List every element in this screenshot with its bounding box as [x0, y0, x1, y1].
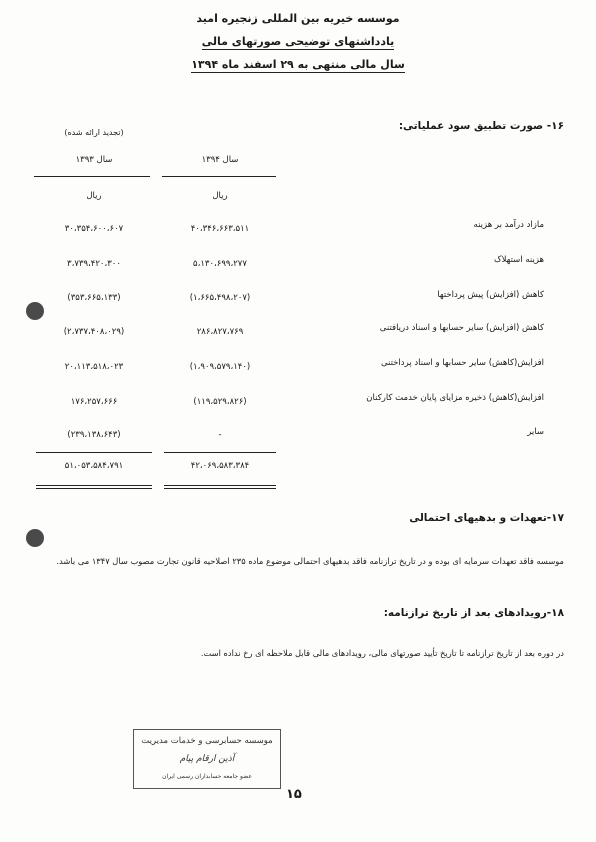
period-title [0, 58, 596, 73]
value-1394: (۱،۶۶۵،۴۹۸،۲۰۷) [189, 293, 251, 303]
value-1394: ۴۰،۳۴۶،۶۶۳،۵۱۱ [190, 224, 250, 234]
stamp-line-1: موسسه حسابرسی و خدمات مدیریت [141, 736, 273, 746]
period-title-text: سال مالی منتهی به ۲۹ اسفند ماه ۱۳۹۴ [191, 58, 405, 71]
value-1394: (۱۱۹،۵۲۹،۸۲۶) [193, 397, 247, 407]
row-label: افزایش(کاهش) سایر حسابها و اسناد پرداختنی [380, 358, 544, 368]
doc-title [0, 35, 596, 50]
col-header-1394: سال ۱۳۹۴ [201, 155, 239, 165]
note18-heading: ۱۸-رویدادهای بعد از تاریخ ترازنامه: [383, 607, 564, 619]
row-label: افزایش(کاهش) ذخیره مزایای پایان خدمت کارکنان [366, 393, 544, 403]
total-double-rule-1394 [164, 485, 276, 486]
value-1393: (۳۵۳،۶۶۵،۱۳۳) [67, 293, 121, 303]
note17-heading: ۱۷-تعهدات و بدهیهای احتمالی [409, 512, 564, 524]
org-name-text: موسسه خیریه بین المللی زنجیره امید [196, 12, 400, 25]
note17-text: موسسه فاقد تعهدات سرمایه ای بوده و در تاریخ ترازنامه فاقد بدهیهای احتمالی موضوع ماده ۲۳۵ اصلاحیه قانون تجارت مصوب سال ۱۳۴۷ می باشد. [56, 556, 564, 566]
value-1394: ۵،۱۳۰،۶۹۹،۲۷۷ [193, 259, 247, 269]
hole-punch-mark [26, 302, 44, 320]
subtotal-rule-1393 [36, 452, 152, 453]
total-1394: ۴۲،۰۶۹،۵۸۳،۳۸۴ [190, 461, 250, 471]
row-label: مازاد درآمد بر هزینه [473, 220, 544, 230]
total-double-rule-1393 [36, 488, 152, 489]
row-label: کاهش (افزایش) پیش پرداختها [437, 290, 544, 300]
value-1393: (۲۳۹،۱۳۸،۶۴۳) [67, 430, 121, 440]
total-1393: ۵۱،۰۵۳،۵۸۴،۷۹۱ [64, 461, 124, 471]
value-1394: ۲۸۶،۸۲۷،۷۶۹ [196, 327, 244, 337]
value-1393: (۲،۷۳۷،۴۰۸،۰۲۹) [63, 327, 125, 337]
unit-label-1394: ریال [212, 191, 228, 201]
stamp-line-2: آذین ارقام پیام [179, 754, 235, 764]
value-1394: (۱،۹۰۹،۵۷۹،۱۴۰) [189, 362, 251, 372]
auditor-stamp [133, 729, 281, 789]
value-1393: ۳۰،۳۵۴،۶۰۰،۶۰۷ [64, 224, 124, 234]
restated-label: (تجدید ارائه شده) [64, 128, 124, 137]
doc-title-text: یادداشتهای توضیحی صورتهای مالی [201, 35, 395, 48]
value-1393: ۳،۷۳۹،۴۲۰،۳۰۰ [67, 259, 121, 269]
col-header-rule-1394 [162, 176, 276, 177]
col-header-rule-1393 [34, 176, 150, 177]
stamp-line-3: عضو جامعه حسابداران رسمی ایران [162, 773, 252, 780]
note16-heading: ۱۶- صورت تطبیق سود عملیاتی: [398, 120, 564, 132]
note18-text: در دوره بعد از تاریخ ترازنامه تا تاریخ تأیید صورتهای مالی، رویدادهای مالی قابل ملاحظه ای رخ نداده است. [200, 648, 564, 658]
total-double-rule-1393 [36, 485, 152, 486]
value-1394: - [218, 430, 222, 440]
value-1393: ۱۷۶،۲۵۷،۶۶۶ [70, 397, 118, 407]
row-label: هزینه استهلاک [493, 255, 544, 265]
hole-punch-mark [26, 529, 44, 547]
page-number: ۱۵ [286, 787, 302, 802]
row-label: سایر [527, 427, 544, 437]
col-header-1393: سال ۱۳۹۳ [75, 155, 113, 165]
row-label: کاهش (افزایش) سایر حسابها و اسناد دریافتنی [379, 323, 544, 333]
unit-label-1393: ریال [86, 191, 102, 201]
subtotal-rule-1394 [164, 452, 276, 453]
total-double-rule-1394 [164, 488, 276, 489]
value-1393: ۲۰،۱۱۳،۵۱۸،۰۲۳ [64, 362, 124, 372]
org-name [0, 12, 596, 25]
